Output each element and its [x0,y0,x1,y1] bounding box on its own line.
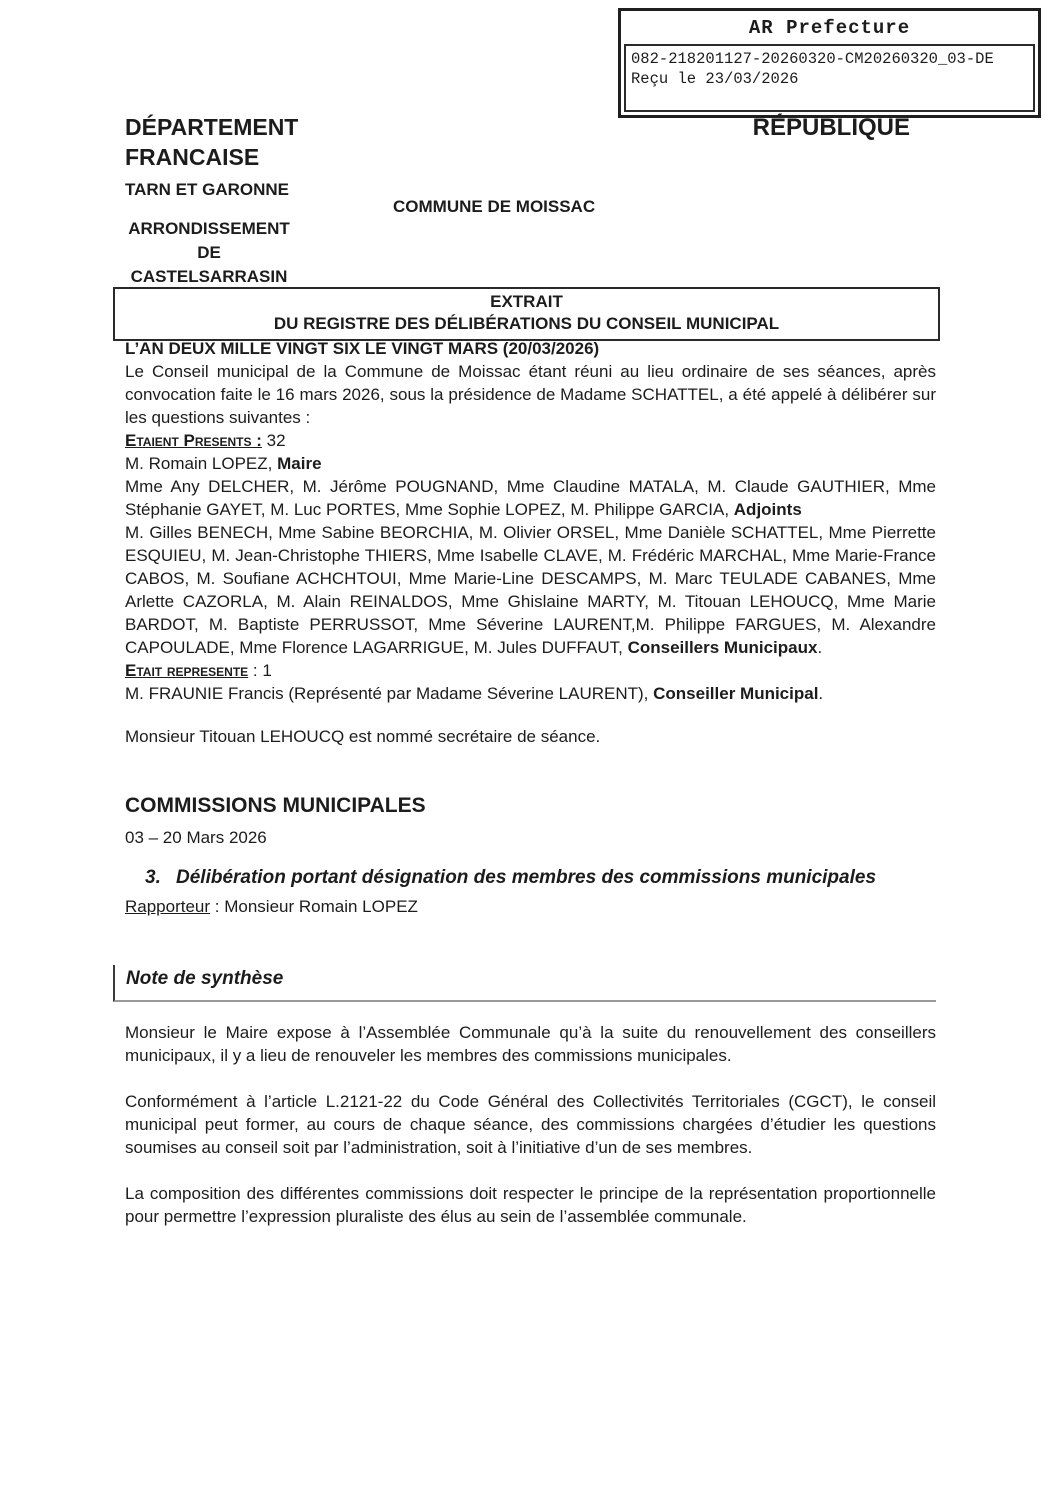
republique-title: RÉPUBLIQUE [752,114,910,141]
fraunie-period: . [818,684,824,703]
adjoints-names: Mme Any DELCHER, M. Jérôme POUGNAND, Mme Claudine MATALA, M. Claude GAUTHIER, Mme Stéphanie GAYET, M. Luc PORTES, Mme Sophie LOPEZ, M. Philippe GARCIA, [125,477,936,519]
deliberation-item [145,862,936,893]
departement-line: FRANCAISE [125,144,260,170]
conseillers-paragraph [125,521,936,659]
session-date-line: L’AN DEUX MILLE VINGT SIX LE VINGT MARS (20/03/2026) [125,339,600,358]
item-number: 3. [145,867,161,888]
fraunie-line [125,682,936,705]
rapporteur-label: Rapporteur [125,897,211,916]
commissions-title: COMMISSIONS MUNICIPALES [125,794,426,817]
session-intro: Le Conseil municipal de la Commune de Moissac étant réuni au lieu ordinaire de ses séances, après convocation faite le 16 mars 2026, sous la présidence de Madame SCHATTEL, a été appelé à délibérer sur les questions suivantes : [125,362,936,427]
adjoints-paragraph [125,475,936,521]
extrait-subtitle: DU REGISTRE DES DÉLIBÉRATIONS DU CONSEIL MUNICIPAL [273,314,780,333]
arrondissement-line: CASTELSARRASIN [130,267,288,286]
represente-label: Etait represente [125,661,249,680]
fraunie-text: M. FRAUNIE Francis (Représenté par Madame Séverine LAURENT), [125,684,654,703]
extrait-box [113,287,940,341]
letterhead-left [125,112,298,201]
stamp-received-date: Reçu le 23/03/2026 [631,70,799,88]
presents-count: 32 [266,431,286,450]
document-body [125,337,936,1228]
represente-line [125,659,936,682]
fraunie-role: Conseiller Municipal [653,684,819,703]
departement-line: DÉPARTEMENT [125,114,299,140]
maire-role: Maire [277,454,322,473]
arrondissement-line: DE [197,243,221,262]
presents-line [125,429,936,452]
presents-label: Etaient Presents : [125,431,262,450]
adjoints-role: Adjoints [733,500,802,519]
conseillers-period: . [817,638,823,657]
note-paragraph: La composition des différentes commissions doit respecter le principe de la représentation proportionnelle pour permettre l’expression pluraliste des élus au sein de l’assemblée communale. [125,1184,936,1226]
arrondissement-line: ARRONDISSEMENT [128,219,290,238]
commissions-date: 03 – 20 Mars 2026 [125,828,267,847]
extrait-title: EXTRAIT [490,292,563,311]
stamp-reference: 082-218201127-20260320-CM20260320_03-DE [631,50,994,68]
maire-text: M. Romain LOPEZ, [125,454,278,473]
departement-sub: TARN ET GARONNE [125,180,290,199]
rapporteur-value: : Monsieur Romain LOPEZ [210,897,418,916]
represente-separator: : [248,661,263,680]
note-de-synthese-header: Note de synthèse [113,965,936,1002]
prefecture-stamp [618,8,1041,118]
stamp-title: AR Prefecture [748,17,911,39]
note-paragraph: Conformément à l’article L.2121-22 du Code Général des Collectivités Territoriales (CGCT), le conseil municipal peut former, au cours de chaque séance, des commissions chargées d’étudier les questions soumises au conseil soit par l’administration, soit à l’initiative d’un de ses membres. [125,1092,936,1157]
maire-line [125,452,936,475]
conseillers-role: Conseillers Municipaux [627,638,818,657]
rapporteur-line [125,895,936,918]
item-title: Délibération portant désignation des membres des commissions municipales [176,867,877,888]
conseillers-names: M. Gilles BENECH, Mme Sabine BEORCHIA, M. Olivier ORSEL, Mme Danièle SCHATTEL, Mme Pierrette ESQUIEU, M. Jean-Christophe THIERS, Mme Isabelle CLAVE, M. Frédéric MARCHAL, Mme Marie-France CABOS, M. Soufiane ACHCHTOUI, Mme Marie-Line DESCAMPS, M. Marc TEULADE CABANES, Mme Arlette CAZORLA, M. Alain REINALDOS, Mme Ghislaine MARTY, M. Titouan LEHOUCQ, Mme Marie BARDOT, M. Baptiste PERRUSSOT, Mme Séverine LAURENT,M. Philippe FARGUES, M. Alexandre CAPOULADE, Mme Florence LAGARRIGUE, M. Jules DUFFAUT, [125,523,936,657]
represente-count: 1 [262,661,272,680]
stamp-inner-box [624,44,1035,112]
arrondissement-block [125,217,293,289]
secretaire-line: Monsieur Titouan LEHOUCQ est nommé secrétaire de séance. [125,727,601,746]
note-paragraph: Monsieur le Maire expose à l’Assemblée Communale qu’à la suite du renouvellement des conseillers municipaux, il y a lieu de renouveler les membres des commissions municipales. [125,1023,936,1065]
commune-title: COMMUNE DE MOISSAC [393,197,596,216]
